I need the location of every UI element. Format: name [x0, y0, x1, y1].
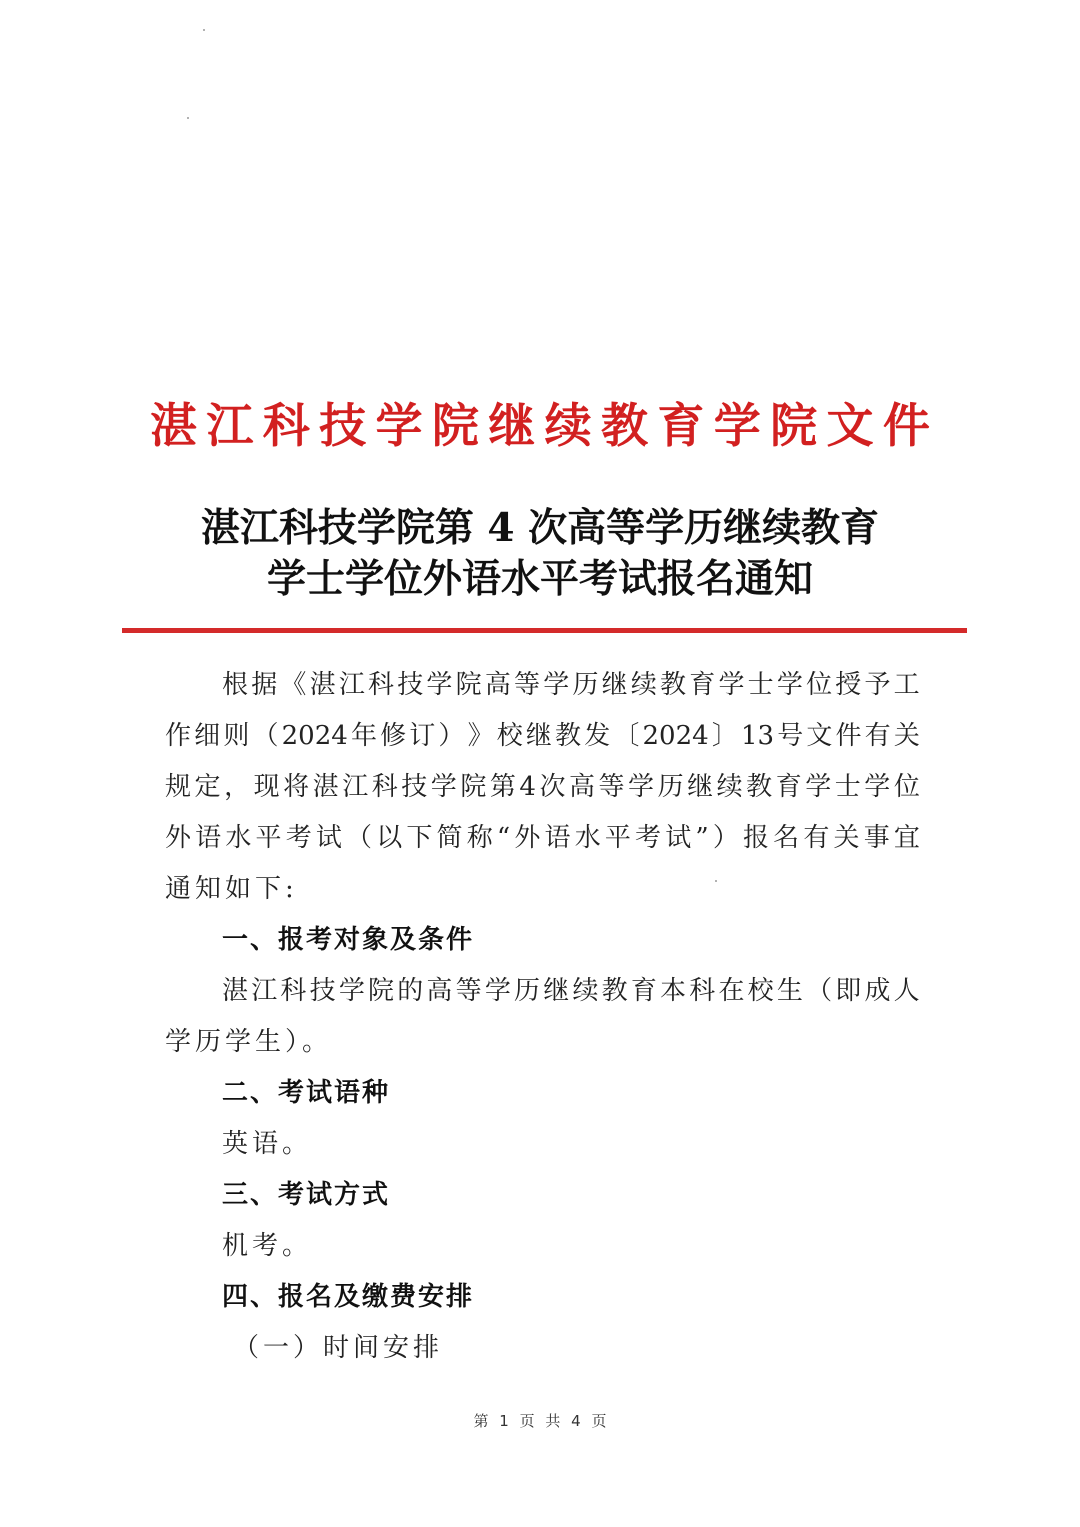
- letterhead-char: 技: [319, 399, 367, 454]
- section-2-heading: 二、考试语种: [222, 1078, 391, 1108]
- text-glyph: “: [496, 823, 511, 853]
- letterhead-char: 文: [826, 399, 874, 454]
- text-glyph: 人: [893, 976, 920, 1006]
- text-glyph: 根: [222, 670, 249, 700]
- intro-line-3-text: [165, 762, 920, 813]
- text-glyph: 予: [864, 670, 891, 700]
- text-glyph: 有: [803, 823, 830, 853]
- text-glyph: 学: [718, 670, 745, 700]
- section-4-subheading: （一）时间安排: [233, 1333, 444, 1363]
- text-glyph: 水: [574, 823, 601, 853]
- text-glyph: 生: [776, 976, 803, 1006]
- text-glyph: 科: [368, 670, 395, 700]
- text-glyph: 育: [689, 670, 716, 700]
- text-glyph: 将: [283, 772, 310, 802]
- text-glyph: 学: [426, 670, 453, 700]
- text-glyph: 的: [397, 976, 424, 1006]
- text-glyph: ）: [438, 721, 465, 751]
- text-glyph: 育: [630, 976, 657, 1006]
- text-glyph: 第: [489, 772, 516, 802]
- letterhead-char: 院: [431, 399, 479, 454]
- text-glyph: 技: [401, 772, 428, 802]
- text-glyph: 继: [525, 721, 552, 751]
- text-glyph: 下: [406, 823, 433, 853]
- text-glyph: 续: [630, 670, 657, 700]
- text-glyph: 规: [165, 772, 192, 802]
- text-glyph: 号: [777, 721, 804, 751]
- text-glyph: 教: [660, 670, 687, 700]
- text-glyph: 现: [253, 772, 280, 802]
- text-glyph: 位: [893, 772, 920, 802]
- intro-line-2: [165, 711, 920, 762]
- text-glyph: ）: [712, 823, 739, 853]
- text-glyph: 院: [460, 772, 487, 802]
- text-glyph: 学: [628, 772, 655, 802]
- text-glyph: 报: [743, 823, 770, 853]
- letterhead-char: 科: [262, 399, 310, 454]
- text-glyph: ，: [224, 772, 251, 802]
- text-glyph: 科: [371, 772, 398, 802]
- letterhead-char: 江: [206, 399, 254, 454]
- text-glyph: 外: [514, 823, 541, 853]
- intro-line-4-text: [165, 813, 920, 864]
- text-glyph: 等: [514, 670, 541, 700]
- text-glyph: 科: [280, 976, 307, 1006]
- text-glyph: 江: [342, 772, 369, 802]
- text-glyph: 13: [740, 721, 775, 751]
- text-glyph: 外: [165, 823, 192, 853]
- text-glyph: 教: [601, 976, 628, 1006]
- text-glyph: 湛: [309, 670, 336, 700]
- section-2-text: 英语。: [222, 1129, 313, 1159]
- text-glyph: 学: [776, 670, 803, 700]
- text-glyph: 》: [467, 721, 494, 751]
- text-glyph: 学: [430, 772, 457, 802]
- text-glyph: 湛: [312, 772, 339, 802]
- text-glyph: 育: [775, 772, 802, 802]
- text-glyph: 语: [544, 823, 571, 853]
- text-glyph: 关: [833, 823, 860, 853]
- text-glyph: 技: [309, 976, 336, 1006]
- text-glyph: 平: [255, 823, 282, 853]
- text-glyph: 件: [835, 721, 862, 751]
- text-glyph: 位: [806, 670, 833, 700]
- text-glyph: 次: [539, 772, 566, 802]
- text-glyph: 历: [514, 976, 541, 1006]
- intro-line-5: 通知如下:: [165, 874, 298, 904]
- text-glyph: 则: [223, 721, 250, 751]
- text-glyph: ”: [695, 823, 709, 853]
- text-glyph: 考: [635, 823, 662, 853]
- text-glyph: 湛: [222, 976, 249, 1006]
- scan-speck: [715, 880, 717, 882]
- text-glyph: 据: [251, 670, 278, 700]
- text-glyph: 称: [466, 823, 493, 853]
- section-1-heading: 一、报考对象及条件: [222, 925, 475, 955]
- text-glyph: 技: [397, 670, 424, 700]
- text-glyph: 有: [864, 721, 891, 751]
- text-glyph: 士: [747, 670, 774, 700]
- text-glyph: 高: [426, 976, 453, 1006]
- text-glyph: 学: [338, 976, 365, 1006]
- text-glyph: 高: [568, 772, 595, 802]
- document-title-line-1: 湛江科技学院第 4 次高等学历继续教育: [200, 505, 880, 551]
- text-glyph: 学: [484, 976, 511, 1006]
- intro-line-3: [165, 762, 920, 813]
- text-glyph: 考: [285, 823, 312, 853]
- letterhead-char: 院: [770, 399, 818, 454]
- text-glyph: 院: [455, 670, 482, 700]
- text-glyph: 关: [893, 721, 920, 751]
- text-glyph: 年: [350, 721, 377, 751]
- text-glyph: 试: [665, 823, 692, 853]
- text-glyph: 授: [835, 670, 862, 700]
- text-glyph: （: [806, 976, 833, 1006]
- section-4-heading: 四、报名及缴费安排: [222, 1282, 475, 1312]
- text-glyph: 简: [436, 823, 463, 853]
- text-glyph: 以: [376, 823, 403, 853]
- text-glyph: 江: [338, 670, 365, 700]
- section-3-heading: 三、考试方式: [222, 1180, 391, 1210]
- text-glyph: 在: [718, 976, 745, 1006]
- text-glyph: 宜: [893, 823, 920, 853]
- text-glyph: 〔: [613, 721, 640, 751]
- letterhead-char: 学: [713, 399, 761, 454]
- text-glyph: 高: [484, 670, 511, 700]
- scan-speck: [203, 29, 205, 31]
- text-glyph: 成: [864, 976, 891, 1006]
- text-glyph: 试: [315, 823, 342, 853]
- section-1-line-1-text: [222, 966, 920, 1017]
- text-glyph: 本: [660, 976, 687, 1006]
- text-glyph: 发: [584, 721, 611, 751]
- text-glyph: 继: [687, 772, 714, 802]
- text-glyph: （: [346, 823, 373, 853]
- text-glyph: 士: [834, 772, 861, 802]
- text-glyph: 续: [716, 772, 743, 802]
- letterhead-title: [150, 392, 930, 462]
- text-glyph: 〕: [711, 721, 738, 751]
- text-glyph: 校: [496, 721, 523, 751]
- section-1-line-2: 学历学生）。: [165, 1027, 333, 1057]
- text-glyph: 学: [805, 772, 832, 802]
- text-glyph: 平: [604, 823, 631, 853]
- section-1-line-1: [222, 966, 920, 1017]
- text-glyph: 历: [572, 670, 599, 700]
- text-glyph: 教: [746, 772, 773, 802]
- text-glyph: 4: [519, 772, 536, 802]
- intro-line-2-text: [165, 711, 920, 762]
- red-divider-rule: [122, 628, 967, 633]
- text-glyph: 订: [409, 721, 436, 751]
- text-glyph: 续: [572, 976, 599, 1006]
- letterhead-char: 学: [375, 399, 423, 454]
- text-glyph: 学: [864, 772, 891, 802]
- section-3-text: 机考。: [222, 1231, 313, 1261]
- intro-line-1: [222, 660, 920, 711]
- letterhead-char: 续: [544, 399, 592, 454]
- text-glyph: 名: [773, 823, 800, 853]
- document-title-line-2: 学士学位外语水平考试报名通知: [266, 556, 813, 602]
- text-glyph: 作: [165, 721, 192, 751]
- text-glyph: 文: [806, 721, 833, 751]
- text-glyph: 等: [598, 772, 625, 802]
- intro-line-4: [165, 813, 920, 864]
- text-glyph: 院: [368, 976, 395, 1006]
- text-glyph: 继: [601, 670, 628, 700]
- text-glyph: 学: [543, 670, 570, 700]
- text-glyph: 2024: [642, 721, 709, 751]
- text-glyph: 等: [455, 976, 482, 1006]
- text-glyph: 修: [380, 721, 407, 751]
- text-glyph: 事: [863, 823, 890, 853]
- letterhead-char: 教: [601, 399, 648, 454]
- text-glyph: 教: [555, 721, 582, 751]
- text-glyph: 定: [194, 772, 221, 802]
- text-glyph: 细: [194, 721, 221, 751]
- letterhead-char: 育: [657, 399, 705, 454]
- intro-line-1-text: [222, 660, 920, 711]
- page-footer: 第 1 页 共 4 页: [473, 1412, 607, 1430]
- text-glyph: 继: [543, 976, 570, 1006]
- letterhead-char: 湛: [150, 399, 197, 454]
- text-glyph: 历: [657, 772, 684, 802]
- text-glyph: 2024: [281, 721, 348, 751]
- text-glyph: 《: [280, 670, 307, 700]
- text-glyph: 水: [225, 823, 252, 853]
- text-glyph: 江: [251, 976, 278, 1006]
- text-glyph: （: [252, 721, 279, 751]
- scan-speck: [187, 117, 189, 119]
- text-glyph: 即: [835, 976, 862, 1006]
- letterhead-char: 继: [488, 399, 536, 454]
- text-glyph: 科: [689, 976, 716, 1006]
- text-glyph: 语: [195, 823, 222, 853]
- letterhead-char: 件: [882, 399, 930, 454]
- text-glyph: 工: [893, 670, 920, 700]
- text-glyph: 校: [747, 976, 774, 1006]
